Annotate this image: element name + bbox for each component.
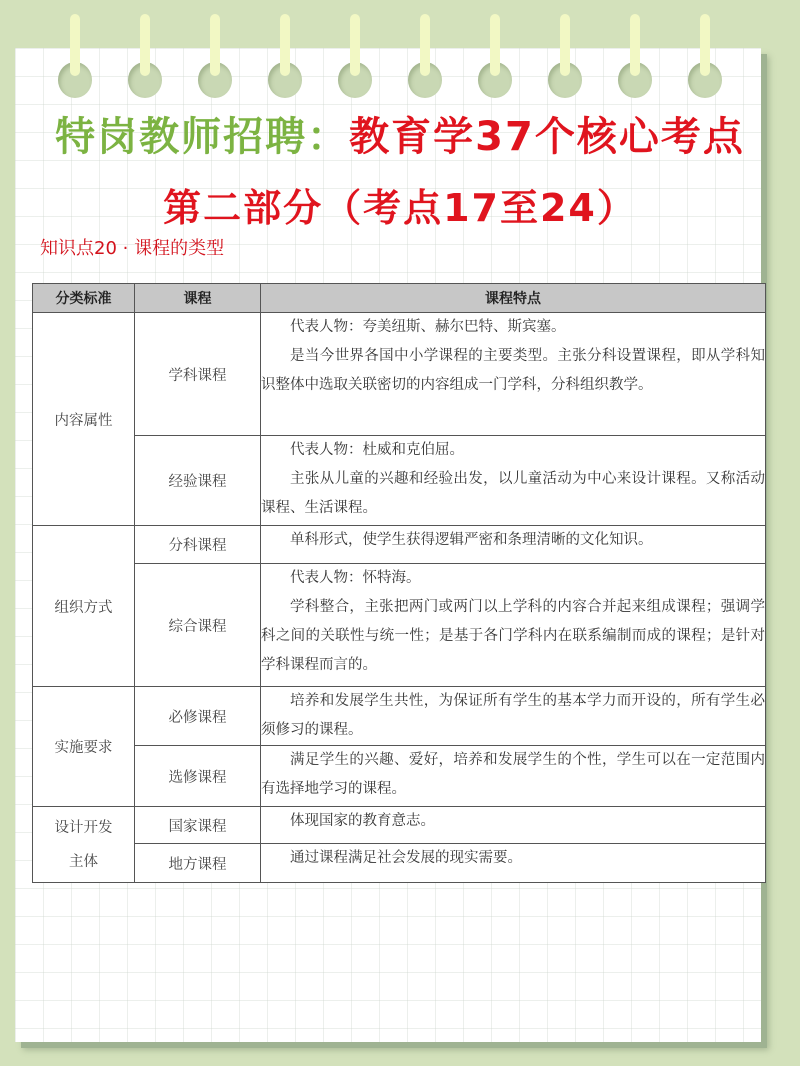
- feature-text: 通过课程满足社会发展的现实需要。: [290, 850, 522, 866]
- feature-text: 培养和发展学生共性，为保证所有学生的基本学力而开设的，所有学生必须修习的课程。: [261, 693, 765, 738]
- feature-cell: [261, 313, 766, 436]
- table-header-row: [33, 284, 766, 313]
- course-cell: 选修课程: [135, 746, 261, 807]
- header-course: 课程: [135, 284, 261, 313]
- feature-text: 代表人物：杜威和克伯屈。: [290, 442, 464, 458]
- binding-ring-icon: [268, 14, 302, 94]
- feature-cell: [261, 844, 766, 883]
- course-cell: 必修课程: [135, 687, 261, 746]
- feature-cell: [261, 526, 766, 564]
- binding-ring-icon: [478, 14, 512, 94]
- binding-ring-icon: [338, 14, 372, 94]
- feature-cell: [261, 564, 766, 687]
- binding-ring-icon: [58, 14, 92, 94]
- table-row: [33, 807, 766, 844]
- category-cell: 内容属性: [33, 313, 135, 526]
- feature-cell: [261, 807, 766, 844]
- course-cell: 经验课程: [135, 436, 261, 526]
- table-row: [33, 564, 766, 687]
- binding-ring-icon: [128, 14, 162, 94]
- course-types-table: [32, 283, 766, 883]
- category-cell: [33, 807, 135, 883]
- table-row: [33, 313, 766, 436]
- course-cell: 学科课程: [135, 313, 261, 436]
- category-line: 设计开发: [54, 819, 113, 836]
- binding-ring-icon: [548, 14, 582, 94]
- table-row: [33, 436, 766, 526]
- page-subtitle: 第二部分（考点17至24）: [163, 186, 637, 230]
- table-row: [33, 526, 766, 564]
- course-cell: 综合课程: [135, 564, 261, 687]
- table-row: [33, 687, 766, 746]
- title-prefix: 特岗教师招聘：: [55, 114, 350, 160]
- feature-text: 代表人物：夸美纽斯、赫尔巴特、斯宾塞。: [290, 319, 566, 335]
- category-line: 主体: [69, 853, 98, 870]
- feature-text: 单科形式，使学生获得逻辑严密和条理清晰的文化知识。: [290, 532, 653, 548]
- feature-text: 学科整合，主张把两门或两门以上学科的内容合并起来组成课程；强调学科之间的关联性与统一性；是基于各门学科内在联系编制而成的课程；是针对学科课程而言的。: [261, 599, 765, 673]
- header-category: 分类标准: [33, 284, 135, 313]
- feature-text: 是当今世界各国中小学课程的主要类型。主张分科设置课程，即从学科知识整体中选取关联密切的内容组成一门学科，分科组织教学。: [261, 348, 765, 393]
- course-cell: 地方课程: [135, 844, 261, 883]
- binding-ring-icon: [408, 14, 442, 94]
- binding-ring-icon: [198, 14, 232, 94]
- binding-ring-icon: [688, 14, 722, 94]
- page-title: [0, 112, 800, 162]
- table-row: [33, 844, 766, 883]
- section-label: 知识点20 · 课程的类型: [40, 238, 225, 259]
- title-main: 教育学37个核心考点: [349, 114, 745, 160]
- binding-ring-icon: [618, 14, 652, 94]
- course-cell: 国家课程: [135, 807, 261, 844]
- course-cell: 分科课程: [135, 526, 261, 564]
- table-row: [33, 746, 766, 807]
- category-cell: 实施要求: [33, 687, 135, 807]
- header-features: 课程特点: [261, 284, 766, 313]
- feature-cell: [261, 746, 766, 807]
- spiral-binding: [0, 0, 800, 100]
- feature-cell: [261, 436, 766, 526]
- feature-text: 满足学生的兴趣、爱好，培养和发展学生的个性，学生可以在一定范围内有选择地学习的课程。: [261, 752, 765, 797]
- feature-text: 主张从儿童的兴趣和经验出发，以儿童活动为中心来设计课程。又称活动课程、生活课程。: [261, 471, 765, 516]
- feature-cell: [261, 687, 766, 746]
- category-cell: 组织方式: [33, 526, 135, 687]
- feature-text: 代表人物：怀特海。: [290, 570, 421, 586]
- feature-text: 体现国家的教育意志。: [290, 813, 435, 829]
